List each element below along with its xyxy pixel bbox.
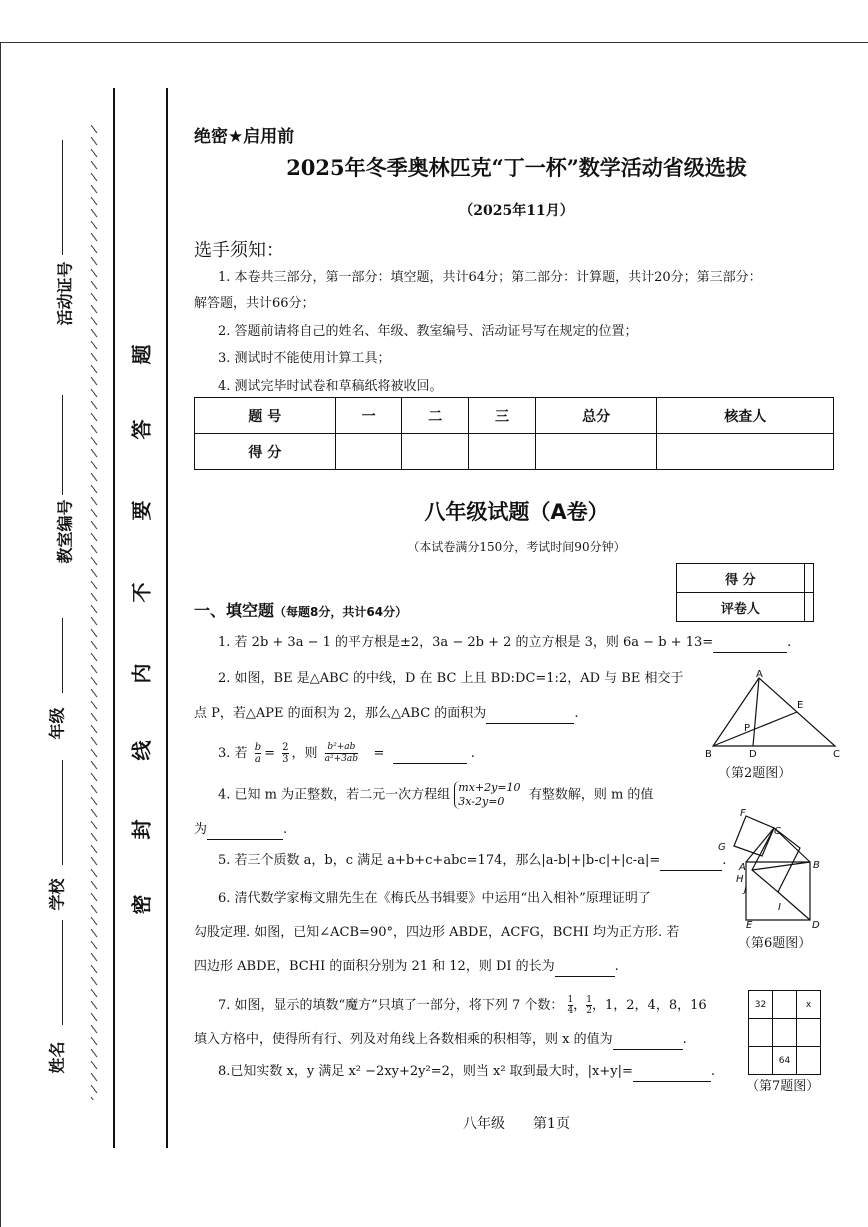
seal-dashed-line [88, 125, 102, 1100]
magic-cell [773, 1019, 797, 1047]
notice-item-3: 3. 测试时不能使用计算工具； [218, 351, 391, 366]
grader-cell[interactable] [804, 564, 813, 593]
field-line-exam-id[interactable] [62, 140, 63, 255]
question-7-text-rest: ，1，2，4，8，16 [592, 998, 707, 1013]
seal-word-3: 要 [129, 500, 154, 521]
answer-blank-4[interactable] [207, 821, 283, 840]
question-8: 8.已知实数 x，y 满足 x² −2xy+2y²=2，则当 x² 取到最大时，|x+y|= . [218, 1063, 715, 1082]
fig6-label-h: H [736, 874, 744, 885]
paper-note: （本试卷满分150分，考试时间90分钟） [407, 540, 626, 554]
figure-6-squares [712, 808, 830, 930]
top-border [0, 42, 868, 43]
question-4-line1 [218, 781, 653, 809]
fig6-label-j: J [744, 884, 747, 895]
fig2-label-d: D [749, 749, 757, 760]
magic-cell [749, 1019, 773, 1047]
fig6-label-a: A [739, 862, 746, 873]
grader-label: 得 分 [677, 564, 805, 593]
magic-cell [749, 1047, 773, 1075]
score-header-cell: 核查人 [657, 398, 834, 434]
q4-equation-system: mx+2y=10 3x-2y=0 [454, 781, 520, 809]
question-3-text-b: ，则 [291, 746, 318, 761]
grader-cell[interactable] [804, 593, 813, 622]
answer-blank-8[interactable] [633, 1063, 711, 1082]
score-header-cell: 一 [335, 398, 402, 434]
question-3: 3. 若 $\frac{b}{a}$ = $\frac{2}{3}$ ，则 $\frac{\text{b²+ab}}{\text{a²+3ab}}$ = . [218, 742, 475, 765]
fig6-label-i: I [778, 902, 781, 913]
secret-label: 绝密★启用前 [194, 127, 295, 147]
question-3-text-a: 3. 若 [218, 746, 248, 761]
answer-blank-6[interactable] [555, 958, 615, 977]
section-1-heading [194, 598, 407, 621]
notice-item-1b: 解答题，共计66分； [194, 296, 315, 311]
question-3-text-c: = [373, 746, 385, 761]
figure-2-caption: （第2题图） [718, 766, 792, 781]
score-row-label: 得 分 [195, 434, 336, 470]
fig2-label-c: C [833, 749, 840, 760]
seal-word-2: 答 [129, 419, 154, 440]
seal-word-6: 线 [129, 740, 154, 761]
question-6-line3: 四边形 ABDE，BCHI 的面积分别为 21 和 12，则 DI 的长为 . [194, 958, 619, 977]
exam-title: 2025年冬季奥林匹克“丁一杯”数学活动省级选拔 [286, 155, 747, 180]
score-header-cell: 题 号 [195, 398, 336, 434]
score-cell[interactable] [335, 434, 402, 470]
field-label-name: 姓名 [47, 1041, 67, 1074]
seal-line-right [166, 88, 168, 1148]
question-1: 1. 若 2b + 3a − 1 的平方根是±2，3a − 2b + 2 的立方根是 3，则 6a − b + 13= . [218, 634, 791, 653]
score-header-cell: 二 [402, 398, 469, 434]
q3-fraction-1: $\frac{b}{a}$ [254, 742, 262, 765]
question-1-text: 1. 若 2b + 3a − 1 的平方根是±2，3a − 2b + 2 的立方根是 3，则 6a − b + 13= [218, 635, 714, 650]
question-5: 5. 若三个质数 a，b，c 满足 a+b+c+abc=174，那么|a-b|+|b-c|+|c-a|= . [218, 852, 726, 871]
notice-item-4: 4. 测试完毕时试卷和草稿纸将被收回。 [218, 379, 443, 394]
fig6-label-g: G [718, 842, 726, 853]
question-8-text: 8.已知实数 x，y 满足 x² −2xy+2y²=2，则当 x² 取到最大时，|x+y|= [218, 1064, 633, 1079]
question-7-text-a: 7. 如图，显示的填数“魔方”只填了一部分，将下列 7 个数： [218, 998, 564, 1013]
answer-blank-7[interactable] [613, 1031, 683, 1050]
question-7-text-b: 填入方格中，使得所有行、列及对角线上各数相乘的积相等，则 x 的值为 [194, 1032, 613, 1047]
q7-fraction-1: $\frac{1}{4}$ [567, 995, 574, 1016]
grader-label: 评卷人 [677, 593, 805, 622]
question-4-text-a: 4. 已知 m 为正整数，若二元一次方程组 [218, 787, 451, 803]
fig2-label-b: B [705, 749, 712, 760]
notice-heading: 选手须知： [194, 240, 284, 261]
field-label-exam-id: 活动证号 [55, 261, 75, 326]
answer-blank-1[interactable] [713, 634, 787, 653]
question-2-text: 点 P，若△APE 的面积为 2，那么△ABC 的面积为 [194, 706, 487, 721]
notice-item-1: 1. 本卷共三部分，第一部分：填空题，共计64分；第二部分：计算题，共计20分；第三部分： [218, 270, 762, 285]
question-4-line2: 为 . [194, 821, 287, 840]
score-table-score-row [195, 434, 834, 470]
fig2-label-a: A [756, 669, 763, 680]
score-cell[interactable] [402, 434, 469, 470]
figure-6-caption: （第6题图） [738, 936, 812, 951]
q3-fraction-2: $\frac{2}{3}$ [282, 742, 289, 765]
question-7-line2: 填入方格中，使得所有行、列及对角线上各数相乘的积相等，则 x 的值为 . [194, 1031, 687, 1050]
q7-fraction-2: $\frac{1}{2}$ [586, 995, 592, 1016]
paper-subtitle: 八年级试题（A卷） [424, 500, 609, 524]
exam-date: （2025年11月） [459, 203, 574, 219]
magic-cell: x [797, 991, 821, 1019]
answer-blank-2[interactable] [486, 705, 574, 724]
magic-cell [797, 1047, 821, 1075]
question-4-text-b: 有整数解，则 m 的值 [528, 787, 654, 803]
score-header-cell: 总分 [535, 398, 657, 434]
notice-item-2: 2. 答题前请将自己的姓名、年级、教室编号、活动证号写在规定的位置； [218, 324, 638, 339]
magic-cell: 32 [749, 991, 773, 1019]
figure-7-caption: （第7题图） [746, 1079, 820, 1094]
seal-word-4: 不 [129, 582, 154, 603]
section-1-note: （每题8分，共计64分） [274, 605, 408, 619]
field-line-school[interactable] [62, 760, 63, 865]
score-cell[interactable] [657, 434, 834, 470]
fig6-label-b: B [813, 860, 820, 871]
question-7-line1: 7. 如图，显示的填数“魔方”只填了一部分，将下列 7 个数： $\frac{1}{4}$ ， $\frac{1}{2}$ ，1，2，4，8，16 [218, 995, 707, 1016]
question-2-line2: 点 P，若△APE 的面积为 2，那么△ABC 的面积为 . [194, 705, 578, 724]
seal-word-7: 封 [129, 819, 154, 840]
question-6-text: 四边形 ABDE，BCHI 的面积分别为 21 和 12，则 DI 的长为 [194, 959, 555, 974]
field-label-room-no: 教室编号 [55, 499, 75, 564]
left-border [0, 42, 1, 1227]
answer-blank-3[interactable] [393, 745, 467, 764]
field-line-name[interactable] [62, 920, 63, 1025]
field-line-room-no[interactable] [62, 395, 63, 495]
seal-word-1: 题 [129, 344, 154, 365]
page-footer: 八年级 第1页 [463, 1116, 570, 1132]
question-4-text-c: 为 [194, 822, 208, 837]
magic-cell [797, 1019, 821, 1047]
fig6-label-f: F [740, 808, 746, 819]
field-label-grade: 年级 [47, 707, 67, 740]
question-6-line2: 勾股定理. 如图，已知∠ACB=90°，四边形 ABDE，ACFG，BCHI 均为正方形. 若 [194, 925, 680, 940]
field-line-grade[interactable] [62, 618, 63, 693]
score-cell[interactable] [469, 434, 536, 470]
q3-fraction-3: $\frac{\text{b²+ab}}{\text{a²+3ab}}$ [324, 742, 359, 764]
q3-equals: = [264, 746, 275, 761]
grader-table [676, 563, 814, 622]
fig6-label-c: C [774, 826, 781, 837]
fig2-label-e: E [797, 700, 804, 711]
score-table [194, 397, 834, 470]
question-2-line1: 2. 如图，BE 是△ABC 的中线，D 在 BC 上且 BD:DC=1:2，AD 与 BE 相交于 [218, 671, 684, 686]
fig2-label-p: P [744, 723, 751, 734]
section-1-title: 一、填空题 [194, 601, 275, 620]
figure-2-triangle [703, 668, 843, 760]
figure-7-magic-square [748, 990, 821, 1075]
magic-cell [773, 991, 797, 1019]
seal-word-8: 密 [129, 894, 154, 915]
question-6-line1: 6. 清代数学家梅文鼎先生在《梅氏丛书辑要》中运用“出入相补”原理证明了 [218, 891, 651, 906]
fig6-label-d: D [812, 920, 820, 930]
question-5-text: 5. 若三个质数 a，b，c 满足 a+b+c+abc=174，那么|a-b|+|b-c|+|c-a|= [218, 853, 661, 868]
score-header-cell: 三 [469, 398, 536, 434]
score-cell[interactable] [535, 434, 657, 470]
magic-cell: 64 [773, 1047, 797, 1075]
field-label-school: 学校 [47, 878, 67, 911]
score-table-header-row [195, 398, 834, 434]
seal-line-left [113, 88, 115, 1148]
fig6-label-e: E [746, 920, 753, 930]
seal-word-5: 内 [129, 663, 154, 684]
